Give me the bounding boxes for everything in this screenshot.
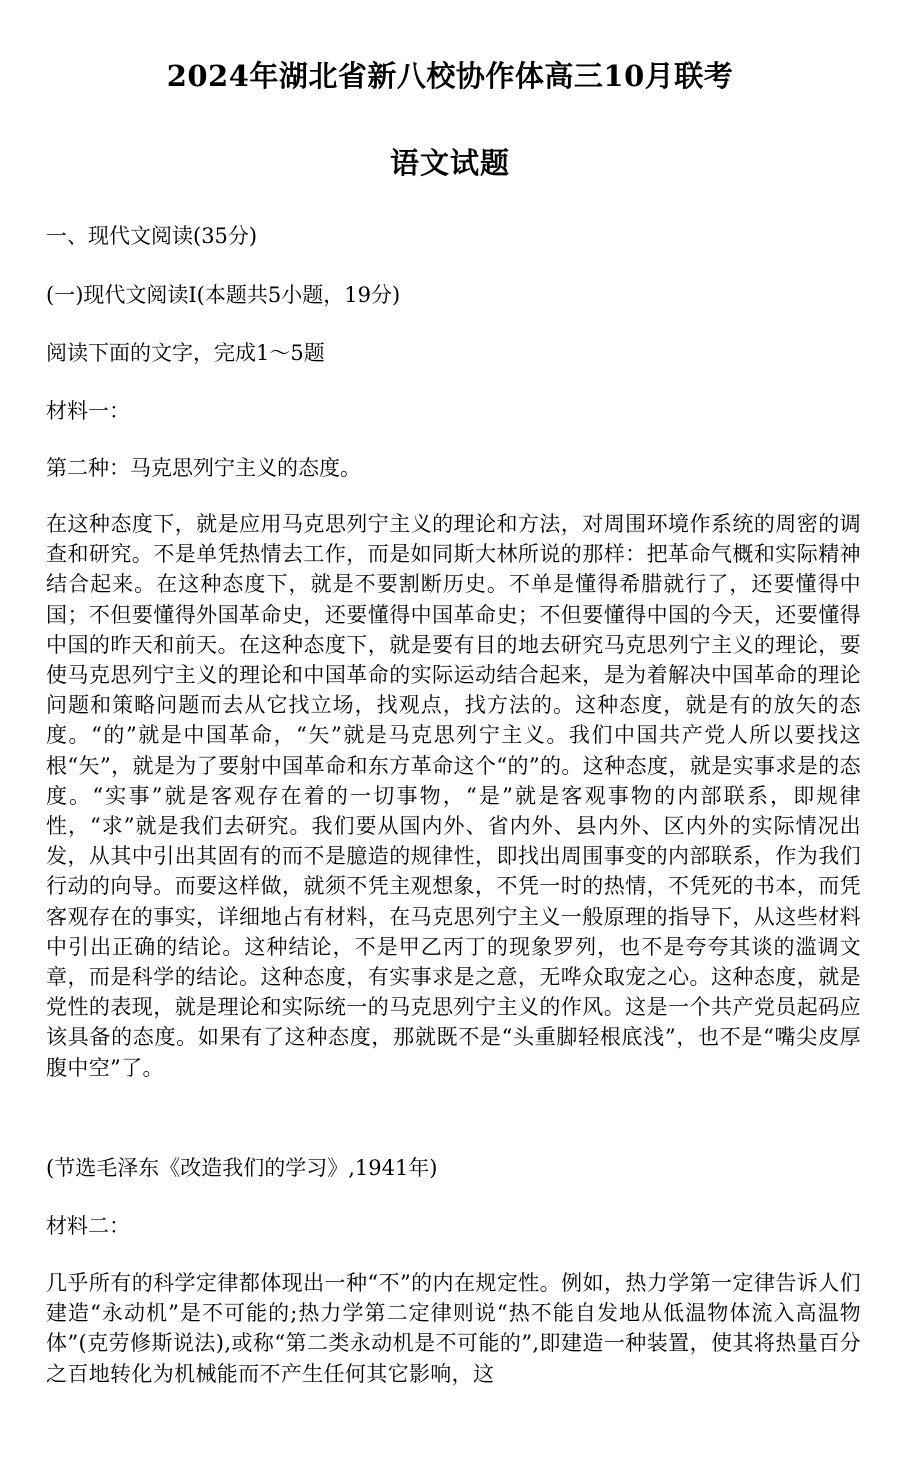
material-two-body: 几乎所有的科学定律都体现出一种“不”的内在规定性。例如，热力学第一定律告诉人们建造“永动机”是不可能的;热力学第二定律则说“热不能自发地从低温物体流入高温物体”(克劳修斯说法),或称“第二类永动机是不可能的”,即建造一种装置，使其将热量百分之百地转化为机械能而不产生任何其它影响，这 xyxy=(46,1271,861,1386)
exam-subtitle: 语文试题 xyxy=(389,146,510,180)
material-one-body: 在这种态度下，就是应用马克思列宁主义的理论和方法，对周围环境作系统的周密的调查和研究。不是单凭热情去工作，而是如同斯大林所说的那样：把革命气概和实际精神结合起来。在这种态度下，就是不要割断历史。不单是懂得希腊就行了，还要懂得中国；不但要懂得外国革命史，还要懂得中国革命史；不但要懂得中国的今天，还要懂得中国的昨天和前天。在这种态度下，就是要有目的地去研究马克思列宁主义的理论，要使马克思列宁主义的理论和中国革命的实际运动结合起来，是为着解决中国革命的理论问题和策略问题而去从它找立场，找观点，找方法的。这种态度，就是有的放矢的态度。“的”就是中国革命，“矢”就是马克思列宁主义。我们中国共产党人所以要找这根“矢”，就是为了要射中国革命和东方革命这个“的”的。这种态度，就是实事求是的态度。“实事”就是客观存在着的一切事物，“是”就是客观事物的内部联系，即规律性，“求”就是我们去研究。我们要从国内外、省内外、县内外、区内外的实际情况出发，从其中引出其固有的而不是臆造的规律性，即找出周围事变的内部联系，作为我们行动的向导。而要这样做，就须不凭主观想象，不凭一时的热情，不凭死的书本，而凭客观存在的事实，详细地占有材料，在马克思列宁主义一般原理的指导下，从这些材料中引出正确的结论。这种结论，不是甲乙丙丁的现象罗列，也不是夸夸其谈的滥调文章，而是科学的结论。这种态度，有实事求是之意，无哗众取宠之心。这种态度，就是党性的表现，就是理论和实际统一的马克思列宁主义的作风。这是一个共产党员起码应该具备的态度。如果有了这种态度，那就既不是“头重脚轻根底浅”，也不是“嘴尖皮厚腹中空”了。 xyxy=(46,512,861,1080)
reading-instruction: 阅读下面的文字，完成1～5题 xyxy=(46,341,325,365)
exam-title: 2024年湖北省新八校协作体高三10月联考 xyxy=(166,59,734,93)
material-one-source: (节选毛泽东《改造我们的学习》,1941年) xyxy=(46,1156,438,1180)
section-heading: 一、现代文阅读(35分) xyxy=(46,224,258,248)
material-one-lead: 第二种：马克思列宁主义的态度。 xyxy=(46,456,361,480)
section-subheading: (一)现代文阅读I(本题共5小题，19分) xyxy=(46,283,401,307)
material-two-label: 材料二： xyxy=(46,1214,130,1238)
material-one-label: 材料一： xyxy=(46,399,130,423)
